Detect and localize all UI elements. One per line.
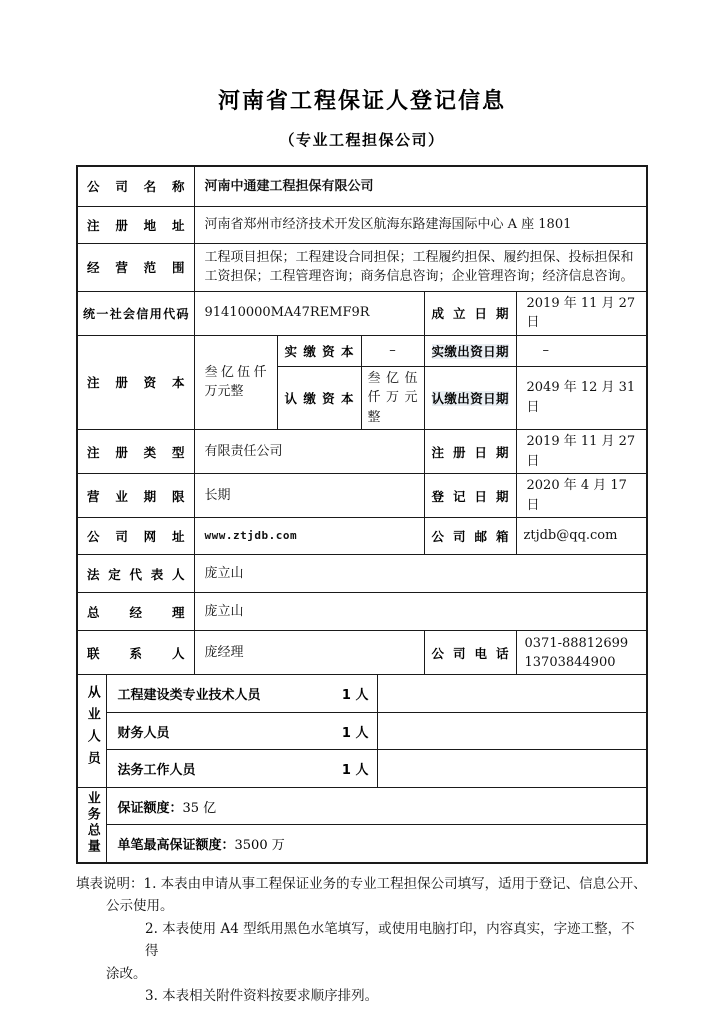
subscribed-capital-label: 认缴资本 bbox=[277, 366, 361, 430]
paid-in-date-value: – bbox=[516, 335, 647, 366]
company-name-label: 公司名称 bbox=[77, 166, 194, 206]
paid-in-capital-label: 实缴资本 bbox=[277, 335, 361, 366]
staff-section-label bbox=[77, 675, 107, 788]
legal-representative-value: 庞立山 bbox=[194, 555, 647, 593]
instruction-line: 2. 本表使用 A4 型纸用黑色水笔填写，或使用电脑打印，内容真实，字迹工整，不得 bbox=[145, 920, 635, 959]
staff-count: 1 人 bbox=[341, 763, 369, 778]
registered-capital-value: 叁亿伍仟万元整 bbox=[194, 335, 277, 430]
staff-role-label: 工程建设类专业技术人员 bbox=[117, 688, 261, 703]
general-manager-label: 总经理 bbox=[77, 593, 194, 631]
paid-in-date-label-text: 实缴出资日期 bbox=[431, 343, 509, 359]
registered-address-value: 河南省郑州市经济技术开发区航海东路建海国际中心 A 座 1801 bbox=[194, 206, 647, 243]
company-phone-label: 公司电话 bbox=[424, 631, 516, 675]
company-phone-value bbox=[516, 631, 647, 675]
business-term-label: 营业期限 bbox=[77, 474, 194, 518]
staff-count: 1 人 bbox=[341, 725, 369, 741]
guarantee-quota-row bbox=[107, 788, 647, 825]
staff-row-legal bbox=[107, 750, 377, 788]
subscribed-date-label-text: 认缴出资日期 bbox=[431, 390, 509, 406]
registration-type-label: 注册类型 bbox=[77, 430, 194, 474]
instruction-line: 公示使用。 bbox=[106, 898, 174, 914]
page-subtitle: （专业工程担保公司） bbox=[279, 131, 445, 149]
staff-row-empty-cell bbox=[377, 750, 647, 788]
subscribed-capital-value: 叁亿伍仟万元整 bbox=[361, 366, 424, 430]
instruction-line: 涂改。 bbox=[106, 965, 147, 982]
company-phone-line1: 0371-88812699 bbox=[524, 635, 629, 651]
staff-row-empty-cell bbox=[377, 675, 647, 713]
establish-date-label: 成立日期 bbox=[424, 291, 516, 335]
legal-representative-label: 法定代表人 bbox=[77, 555, 194, 593]
registration-date-label: 注册日期 bbox=[424, 430, 516, 474]
staff-row-finance bbox=[107, 713, 377, 750]
volume-section-label-text: 业务总量 bbox=[84, 790, 100, 855]
max-single-guarantee-row bbox=[107, 825, 647, 863]
staff-row-engineering bbox=[107, 675, 377, 713]
subscribed-date-value: 2049 年 12 月 31 日 bbox=[516, 366, 647, 430]
registration-form-table bbox=[76, 165, 648, 864]
website-value: www.ztjdb.com bbox=[194, 518, 424, 555]
staff-count: 1 人 bbox=[341, 688, 369, 703]
business-scope-label: 经营范围 bbox=[77, 243, 194, 291]
registration-type-value: 有限责任公司 bbox=[194, 430, 424, 474]
business-scope-value: 工程项目担保；工程建设合同担保；工程履约担保、履约担保、投标担保和工资担保；工程管理咨询；商务信息咨询；企业管理咨询；经济信息咨询。 bbox=[194, 243, 647, 291]
registration-date-value: 2019 年 11 月 27 日 bbox=[516, 430, 647, 474]
website-label: 公司网址 bbox=[77, 518, 194, 555]
registered-capital-label: 注册资本 bbox=[77, 335, 194, 430]
staff-row-empty-cell bbox=[377, 713, 647, 750]
max-single-guarantee-value: 3500 万 bbox=[234, 837, 285, 853]
email-label: 公司邮箱 bbox=[424, 518, 516, 555]
general-manager-value: 庞立山 bbox=[194, 593, 647, 631]
record-date-label: 登记日期 bbox=[424, 474, 516, 518]
contact-person-label: 联系人 bbox=[77, 631, 194, 675]
credit-code-label: 统一社会信用代码 bbox=[77, 291, 194, 335]
instruction-line: 3. 本表相关附件资料按要求顺序排列。 bbox=[145, 988, 379, 1004]
volume-section-label bbox=[77, 788, 107, 863]
paid-in-date-label bbox=[424, 335, 516, 366]
company-name-value: 河南中通建工程担保有限公司 bbox=[194, 166, 647, 206]
staff-section-label-text: 从业人员 bbox=[84, 685, 100, 773]
credit-code-value: 91410000MA47REMF9R bbox=[194, 291, 424, 335]
staff-role-label: 财务人员 bbox=[117, 725, 170, 741]
max-single-guarantee-label: 单笔最高保证额度： bbox=[117, 837, 235, 853]
guarantee-quota-value: 35 亿 bbox=[182, 800, 217, 816]
form-instructions bbox=[76, 873, 648, 1008]
company-phone-line2: 13703844900 bbox=[524, 654, 616, 670]
contact-person-value: 庞经理 bbox=[194, 631, 424, 675]
registered-address-label: 注册地址 bbox=[77, 206, 194, 243]
subscribed-date-label bbox=[424, 366, 516, 430]
staff-role-label: 法务工作人员 bbox=[117, 763, 196, 778]
page-title: 河南省工程保证人登记信息 bbox=[217, 89, 506, 114]
paid-in-capital-value: – bbox=[361, 335, 424, 366]
business-term-value: 长期 bbox=[194, 474, 424, 518]
instruction-line: 填表说明：1. 本表由申请从事工程保证业务的专业工程担保公司填写，适用于登记、信息公开、 bbox=[76, 875, 647, 892]
email-value: ztjdb@qq.com bbox=[516, 518, 647, 555]
guarantee-quota-label: 保证额度： bbox=[117, 800, 183, 816]
establish-date-value: 2019 年 11 月 27 日 bbox=[516, 291, 647, 335]
record-date-value: 2020 年 4 月 17 日 bbox=[516, 474, 647, 518]
